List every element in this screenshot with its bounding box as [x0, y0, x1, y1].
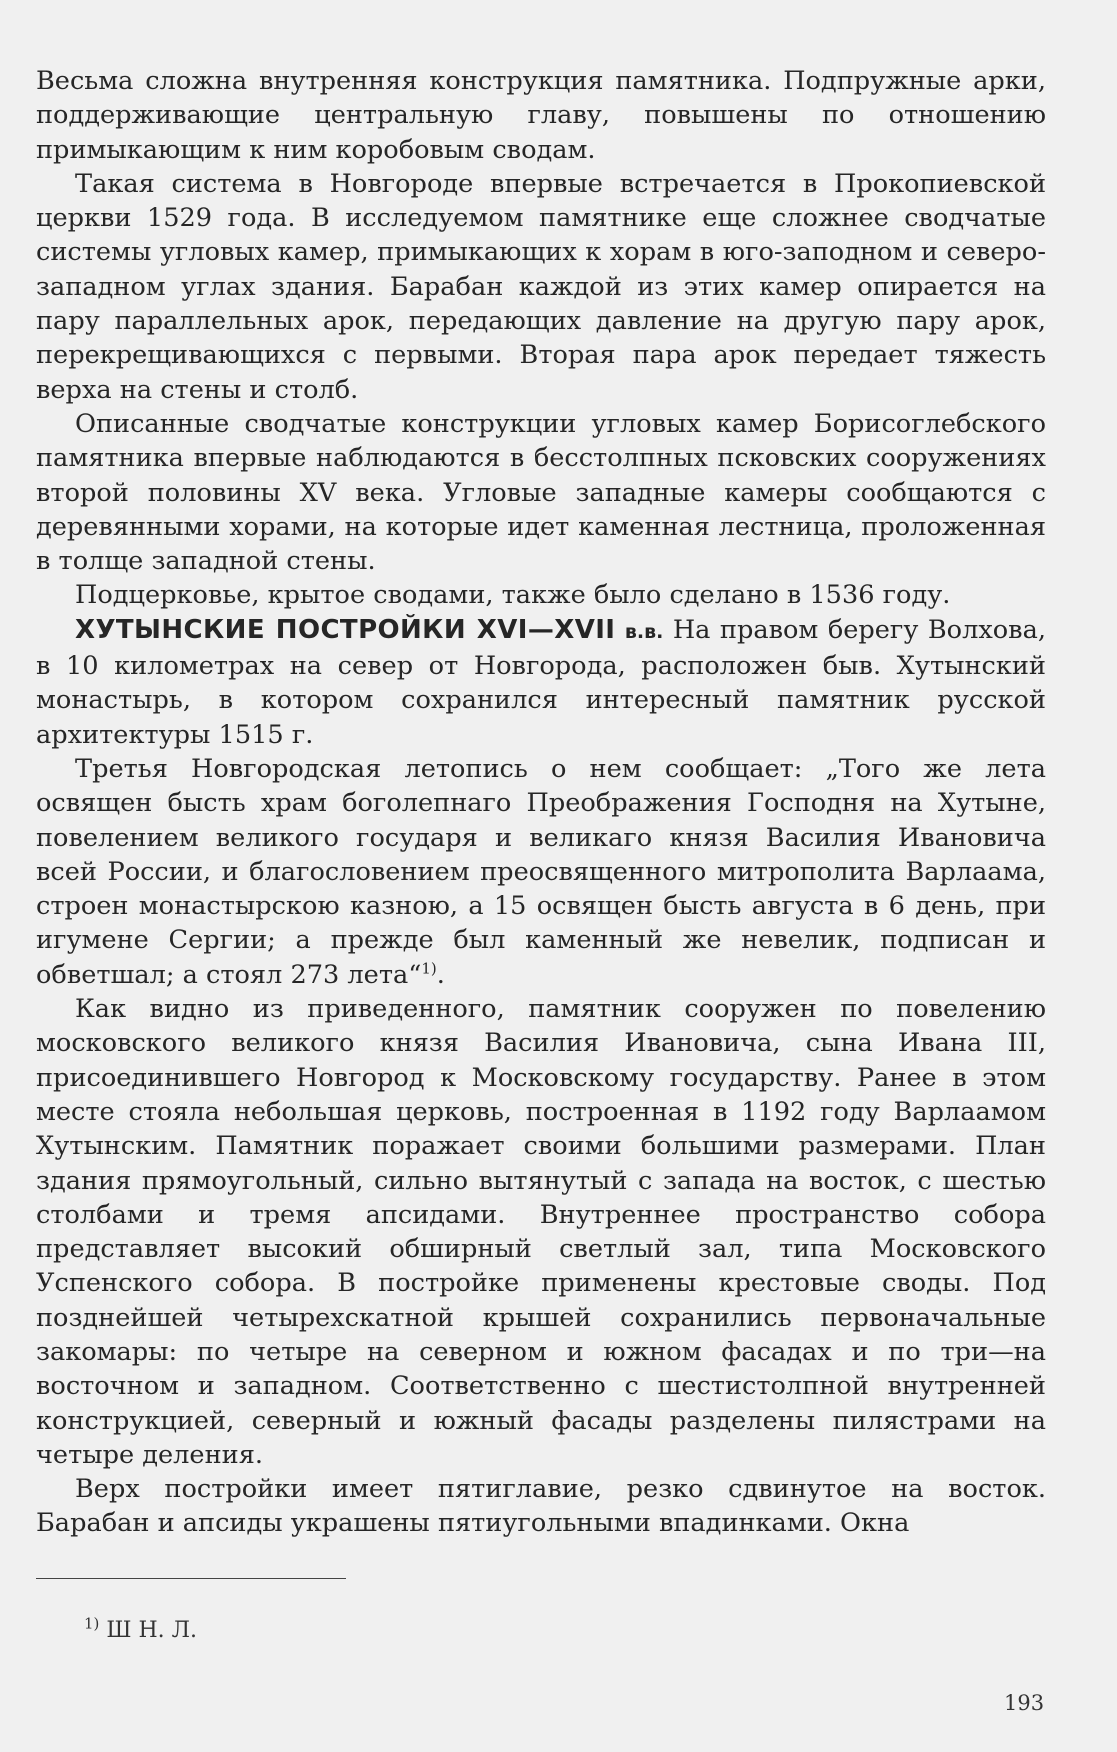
footnote-text: Ш Н. Л. [99, 1618, 198, 1643]
footnote-reference: 1) [421, 959, 437, 978]
paragraph-5 [36, 613, 1046, 752]
paragraph-2: Такая система в Новгороде впервые встречается в Прокопиевской церкви 1529 года. В исследуемом памятнике еще сложнее сводчатые системы угловых камер, примыкающих к хорам в юго-заподном и северо-западном углах здания. Барабан каждой из этих камер опирается на пару параллельных арок, передающих давление на другую пару арок, перекрещивающихся с первыми. Вторая пара арок передает тяжесть верха на стены и столб. [36, 168, 1046, 405]
paragraph-7: Как видно из приведенного, памятник сооружен по повелению московского великого князя Василия Ивановича, сына Ивана III, присоединившего Новгород к Московскому государству. Ранее в этом месте стояла небольшая церковь, построенная в 1192 году Варлаамом Хутынским. Памятник поражает своими большими размерами. План здания прямоугольный, сильно вытянутый с запада на восток, с шестью столбами и тремя апсидами. Внутреннее пространство собора представляет высокий обширный светлый зал, типа Московского Успенского собора. В постройке применены крестовые своды. Под позднейшей четырехскатной крышей сохранились первоначальные закомары: по четыре на северном и южном фасадах и по три—на восточном и западном. Соответственно с шестистолпной внутренней конструкцией, северный и южный фасады разделены пилястрами на четыре деления. [36, 994, 1046, 1470]
paragraph-1: Весьма сложна внутренняя конструкция памятника. Подпружные арки, поддерживающие центральную главу, повышены по отношению примыкающим к ним коробовым сводам. [36, 66, 1046, 165]
body-text [36, 64, 1046, 1541]
paragraph-4: Подцерковье, крытое сводами, также было сделано в 1536 году. [75, 580, 951, 611]
section-heading-suffix: в.в. [624, 620, 664, 643]
section-heading: ХУТЫНСКИЕ ПОСТРОЙКИ XVI—XVII [75, 614, 616, 645]
footnote-mark: 1) [84, 1614, 100, 1633]
paragraph-6-end: . [436, 959, 445, 990]
page-number: 193 [1004, 1691, 1045, 1715]
footnote [84, 1616, 197, 1646]
paragraph-6-text: Третья Новгородская летопись о нем сообщает: „Того же лета освящен бысть храм боголепнаго Преображения Господня на Хутыне, повелением великого государя и великаго князя Василия Ивановича всей России, и благословением преосвященного митрополита Варлаама, строен монастырскою казною, а 15 освящен бысть августа в 6 день, при игумене Сергии; а прежде был каменный же невелик, подписан и обветшал; а стоял 273 лета“ [36, 753, 1046, 990]
paragraph-6 [36, 752, 1046, 992]
footnote-divider [36, 1578, 346, 1579]
paragraph-8: Верх постройки имеет пятиглавие, резко сдвинутое на восток. Барабан и апсиды украшены пятиугольными впадинками. Окна [36, 1474, 1046, 1539]
paragraph-3: Описанные сводчатые конструкции угловых камер Борисоглебского памятника впервые наблюдаются в бесстолпных псковских сооружениях второй половины XV века. Угловые западные камеры сообщаются с деревянными хорами, на которые идет каменная лестница, проложенная в толще западной стены. [36, 408, 1046, 577]
paragraph-5-body: На правом берегу Волхова, в 10 километрах на север от Новгорода, расположен быв. Хутынский монастырь, в котором сохранился интересный памятник русской архитектуры 1515 г. [36, 614, 1046, 750]
